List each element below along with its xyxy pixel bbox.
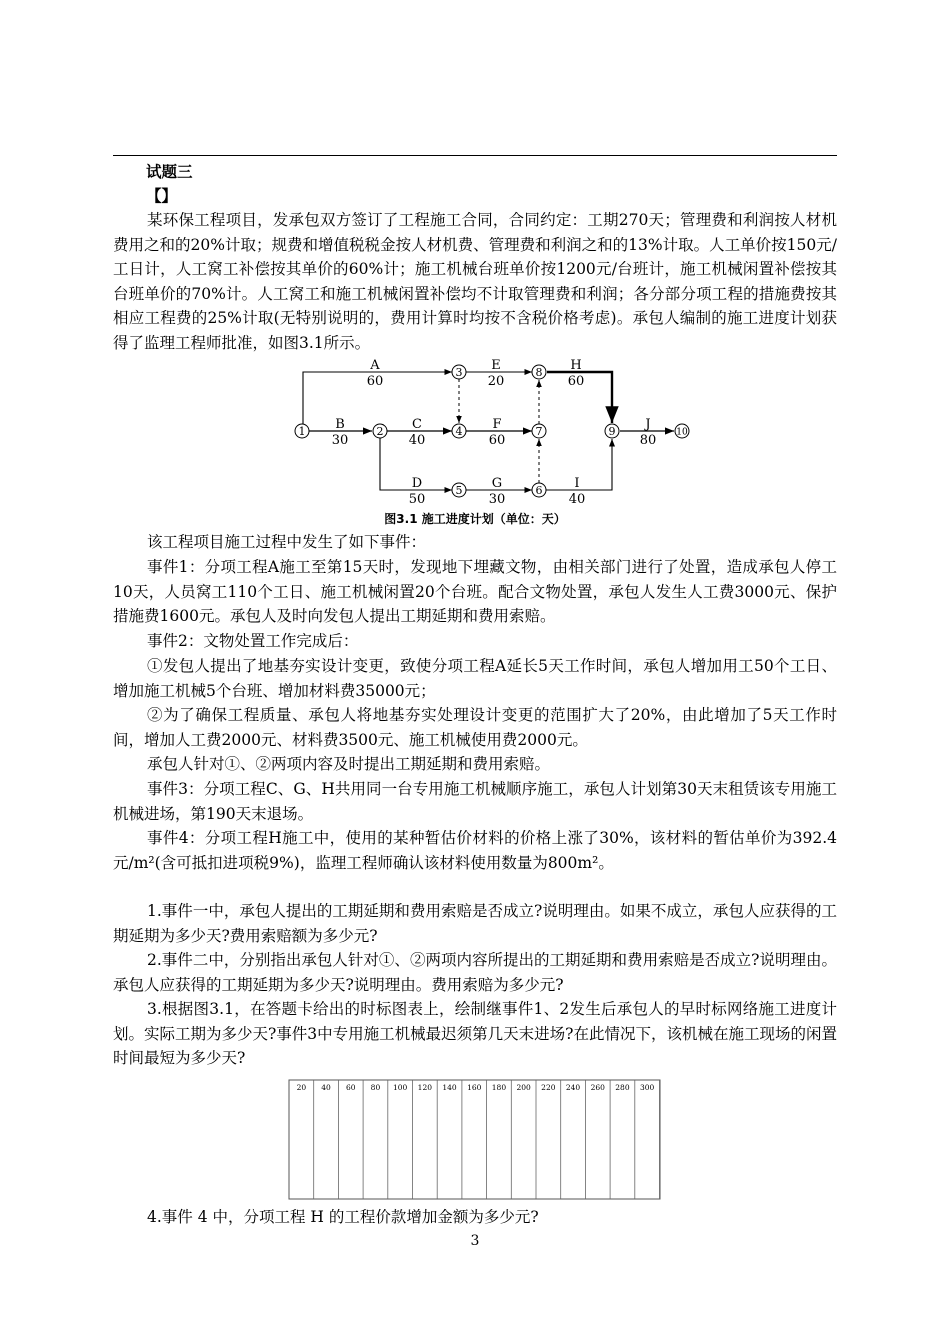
timescale-label: 220 <box>541 1083 556 1092</box>
timescale-label: 280 <box>615 1083 630 1092</box>
network-diagram <box>280 357 700 507</box>
node-7 <box>532 424 546 438</box>
label-c-name: C <box>412 417 422 432</box>
timescale-label: 140 <box>442 1083 457 1092</box>
top-rule <box>113 155 837 156</box>
event-2-claim: 承包人针对①、②两项内容及时提出工期延期和费用索赔。 <box>147 755 551 773</box>
label-e-duration: 20 <box>487 374 505 389</box>
label-c-duration: 40 <box>408 433 426 448</box>
svg-text:3: 3 <box>455 366 463 379</box>
label-i-name: I <box>574 476 580 491</box>
label-b-duration: 30 <box>331 433 349 448</box>
svg-text:1: 1 <box>298 425 306 438</box>
label-a-name: A <box>370 358 380 373</box>
question-3: 3.根据图3.1，在答题卡给出的时标图表上，绘制继事件1、2发生后承包人的早时标网络施工进度计划。实际工期为多少天?事件3中专用施工机械最迟须第几天末进场?在此情况下，该机械在施工现场的闲置时间最短为多少天? <box>113 1000 837 1068</box>
timescale-label: 300 <box>639 1083 655 1092</box>
question-1: 1.事件一中，承包人提出的工期延期和费用索赔是否成立?说明理由。如果不成立，承包人应获得的工期延期为多少天?费用索赔额为多少元? <box>113 902 837 945</box>
question-4: 4.事件 4 中，分项工程 H 的工程价款增加金额为多少元? <box>147 1208 539 1226</box>
label-b-name: B <box>335 417 345 432</box>
svg-text:6: 6 <box>535 484 543 497</box>
timescale-label: 160 <box>467 1083 482 1092</box>
question-title: 试题三 <box>146 163 193 181</box>
timescale-grid <box>288 1079 662 1201</box>
label-f-duration: 60 <box>488 433 506 448</box>
timescale-label: 40 <box>321 1083 331 1092</box>
bracket-label: 【】 <box>146 187 178 205</box>
node-5 <box>452 483 466 497</box>
node-10 <box>675 424 689 438</box>
label-h-duration: 60 <box>567 374 585 389</box>
event-4: 事件4：分项工程H施工中，使用的某种暂估价材料的价格上涨了30%，该材料的暂估单价为392.4元/m²(含可抵扣进项税9%)，监理工程师确认该材料使用数量为800m²。 <box>113 829 837 872</box>
svg-text:7: 7 <box>535 425 543 438</box>
label-a-duration: 60 <box>366 374 384 389</box>
label-f-name: F <box>492 417 502 432</box>
svg-text:2: 2 <box>376 425 384 438</box>
node-8 <box>532 365 546 379</box>
timescale-label: 80 <box>370 1083 381 1092</box>
event-2-item-2: ②为了确保工程质量、承包人将地基夯实处理设计变更的范围扩大了20%，由此增加了5天工作时间，增加人工费2000元、材料费3500元、施工机械使用费2000元。 <box>113 706 837 749</box>
timescale-label: 240 <box>565 1083 581 1092</box>
node-3 <box>452 365 466 379</box>
figure-caption: 图3.1 施工进度计划（单位：天） <box>384 512 566 526</box>
node-9 <box>605 424 619 438</box>
node-6 <box>532 483 546 497</box>
svg-text:9: 9 <box>608 425 616 438</box>
label-d-name: D <box>411 476 423 491</box>
timescale-label: 100 <box>392 1083 408 1092</box>
svg-text:5: 5 <box>455 484 463 497</box>
node-1 <box>295 424 309 438</box>
svg-text:4: 4 <box>455 425 463 438</box>
label-i-duration: 40 <box>568 492 586 507</box>
label-d-duration: 50 <box>408 492 426 507</box>
question-2: 2.事件二中，分别指出承包人针对①、②两项内容所提出的工期延期和费用索赔是否成立?说明理由。承包人应获得的工期延期为多少天?说明理由。费用索赔为多少元? <box>113 951 837 994</box>
label-j-duration: 80 <box>639 433 657 448</box>
event-2-item-1: ①发包人提出了地基夯实设计变更，致使分项工程A延长5天工作时间，承包人增加用工50个工日、增加施工机械5个台班、增加材料费35000元； <box>113 657 837 700</box>
svg-text:8: 8 <box>535 366 543 379</box>
event-3: 事件3：分项工程C、G、H共用同一台专用施工机械顺序施工，承包人计划第30天末租赁该专用施工机械进场，第190天末退场。 <box>113 780 837 823</box>
timescale-label: 20 <box>296 1083 307 1092</box>
timescale-label: 120 <box>417 1083 433 1092</box>
label-g-duration: 30 <box>488 492 506 507</box>
svg-text:10: 10 <box>676 427 688 438</box>
events-intro: 该工程项目施工过程中发生了如下事件： <box>147 533 427 551</box>
timescale-label: 180 <box>491 1083 507 1092</box>
intro-paragraph: 某环保工程项目，发承包双方签订了工程施工合同，合同约定：工期270天；管理费和利润按人材机费用之和的20%计取；规费和增值税税金按人材机费、管理费和利润之和的13%计取。人工单价按150元/工日计，人工窝工补偿按其单价的60%计；施工机械台班单价按1200元/台班计，施工机械闲置补偿按其台班单价的70%计。人工窝工和施工机械闲置补偿均不计取管理费和利润；各分部分项工程的措施费按其相应工程费的25%计取(无特别说明的，费用计算时均按不含税价格考虑)。承包人编制的施工进度计划获得了监理工程师批准，如图3.1所示。 <box>113 211 837 352</box>
timescale-label: 200 <box>516 1083 531 1092</box>
label-h-name: H <box>570 358 582 373</box>
timescale-label: 260 <box>590 1083 605 1092</box>
node-2 <box>373 424 387 438</box>
label-j-name: J <box>645 417 651 432</box>
label-e-name: E <box>491 358 501 373</box>
timescale-label: 60 <box>345 1083 356 1092</box>
page-number: 3 <box>470 1233 480 1249</box>
label-g-name: G <box>491 476 503 491</box>
event-2: 事件2：文物处置工作完成后： <box>147 632 359 650</box>
node-4 <box>452 424 466 438</box>
event-1: 事件1：分项工程A施工至第15天时，发现地下埋藏文物，由相关部门进行了处置，造成承包人停工10天，人员窝工110个工日、施工机械闲置20个台班。配合文物处置，承包人发生人工费3000元、保护措施费1600元。承包人及时向发包人提出工期延期和费用索赔。 <box>113 558 837 626</box>
